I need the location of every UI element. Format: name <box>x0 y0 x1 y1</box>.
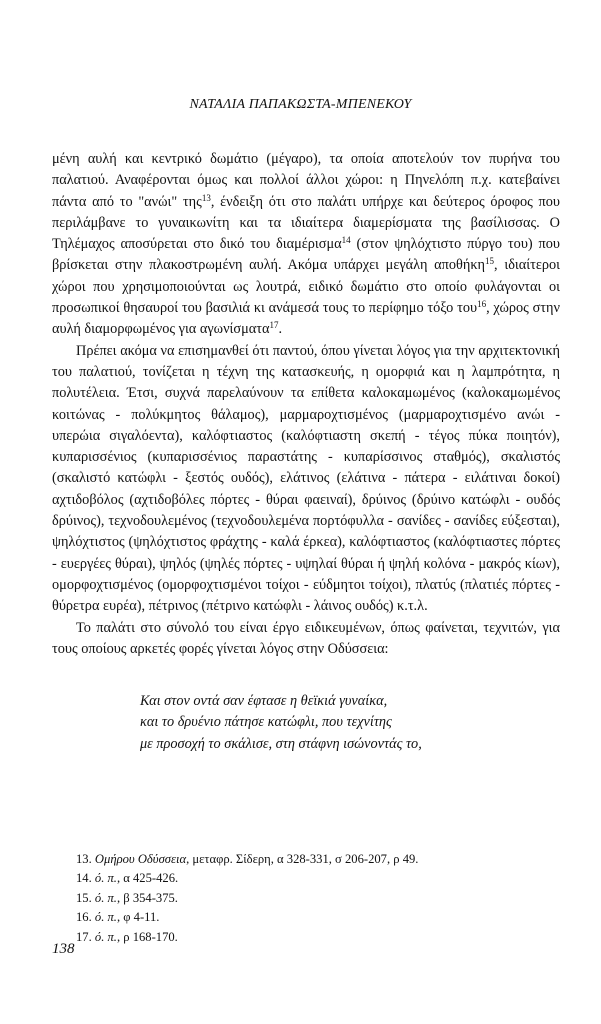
poem-line: με προσοχή το σκάλισε, στη στάφνη ισώνοντάς το, <box>140 735 422 752</box>
text-run: , ένδειξη ότι στο παλάτι υπήρχε και δεύτερος όροφος που περιλάμβανε το γυναικωνίτη και τα ιδιαίτερα διαμερίσματα της βασίλισσας. Ο Τηλέμαχος αποσύρεται στο δικό του διαμέρισμα <box>52 193 560 253</box>
footnote <box>76 889 556 908</box>
text-run: (στον ψηλόχτιστο πύργο του) που βρίσκεται στην πλακοστρωμένη αυλή. Ακόμα υπάρχει μεγάλη αποθήκη <box>52 236 560 274</box>
footnote-marker: 15 <box>485 256 495 267</box>
text-run: , ιδιαίτεροι χώροι που χρησιμοποιούνται ως λουτρά, ειδικό δωμάτιο στο οποίο φυλάγονται οι προσωπικοί θησαυροί του βασιλιά κι ανάμεσά τους το περίφημο τόξο του <box>52 257 560 317</box>
footnote-source: ό. π. <box>94 871 117 886</box>
footnote-reference: , β 354-375. <box>116 890 178 905</box>
poem-line: και το δρυένιο πάτησε κατώφλι, που τεχνίτης <box>140 714 392 731</box>
footnote <box>76 908 556 927</box>
footnote-source: ό. π. <box>94 890 117 905</box>
paragraph <box>52 149 560 341</box>
main-text <box>52 149 560 660</box>
footnote <box>76 869 556 888</box>
footnote-reference: , μεταφρ. Σίδερη, α 328-331, σ 206-207, ρ 49. <box>186 852 419 866</box>
footnote-number: 13. <box>76 852 92 866</box>
footnote-number: 16. <box>76 910 92 925</box>
footnote-source: Ομήρου Οδύσσεια <box>94 852 187 866</box>
footnote-source: ό. π. <box>94 910 117 925</box>
footnote-marker: 13 <box>201 192 211 203</box>
footnote-marker: 14 <box>341 235 351 246</box>
page-number: 138 <box>52 941 75 957</box>
footnote <box>76 928 556 947</box>
text-run: Το παλάτι στο σύνολό του είναι έργο ειδικευμένων, όπως φαίνεται, τεχνιτών, για τους οποίους αρκετές φορές γίνεται λόγος στην Οδύσσεια: <box>52 619 560 657</box>
footnote <box>76 850 556 869</box>
footnote-source: ό. π. <box>94 929 117 944</box>
footnote-number: 17. <box>76 929 92 944</box>
footnote-number: 14. <box>76 871 92 886</box>
text-run: Πρέπει ακόμα να επισημανθεί ότι παντού, όπου γίνεται λόγος για την αρχιτεκτονική του παλατιού, τονίζεται η τέχνη της κατασκευής, η ομορφιά και η λαμπρότητα, η πολυτέλεια. Έτσι, συχνά παρελαύνουν τα επίθετα καλοκαμωμένος (καλοκαμωμένος κοιτώνας - πολύκμητος θάλαμος), μαρμαροχτισμένος (μαρμαροχτισμένο ανώι - υπερώια σιγαλόεντα), καλόφτιαστος (καλόφτιαστη σκεπή - τέγος πύκα ποιητόν), κυπαρισσένιος (κυπαρισσένιος παραστάτης - κυπαρίσσινος σταθμός), σκαλιστός (σκαλιστό κατώφλι - ξεστός ουδός), ελάτινος (ελάτινα - πάτερα - ειλάτιναι δοκοί) αχτιδοβόλος (αχτιδοβόλες πόρτες - θύραι φαειναί), δρύινος (δρύινο κατώφλι - ουδός δρύινος), τεχνοδουλεμένος (τεχνοδουλεμένα πορτόφυλλα - σανίδες - σανίδες εύξεσται), ψηλόχτιστος (ψηλόχτιστος φράχτης - καλά έρκεα), καλόφτιαστος (καλόφτιαστες πόρτες - ευεργέες θύραι), ψηλός (ψηλές πόρτες - υψηλαί θύραι ή ψηλή κολόνα - μακρός κίων), ομορφοχτισμένος (ομορφοχτισμένοι τοίχοι - εύδμητοι τοίχοι), πλατύς (πλατιές πόρτες - θύρετρα ευρέα), πέτρινος (πέτρινο κατώφλι - λάινος ουδός) κ.τ.λ. <box>52 342 560 615</box>
paragraph <box>52 341 560 618</box>
footnote-reference: , φ 4-11. <box>116 910 160 925</box>
running-header: ΝΑΤΑΛΙΑ ΠΑΠΑΚΩΣΤΑ-ΜΠΕΝΕΚΟΥ <box>189 97 412 112</box>
footnote-number: 15. <box>76 890 92 905</box>
text-run: μένη αυλή και κεντρικό δωμάτιο (μέγαρο), τα οποία αποτελούν τον πυρήνα του παλατιού. Αναφέρονται όμως και πολλοί άλλοι χώροι: η Πηνελόπη π.χ. κατεβαίνει πάντα από το "ανώι" της <box>52 151 560 210</box>
footnote-reference: , ρ 168-170. <box>116 929 178 944</box>
text-run: . <box>278 321 283 338</box>
poem-quotation <box>140 691 560 755</box>
footnote-reference: , α 425-426. <box>116 871 179 886</box>
text-run: , χώρος στην αυλή διαμορφωμένος για αγωνίσματα <box>52 300 560 338</box>
footnote-marker: 17 <box>269 320 279 331</box>
footnote-marker: 16 <box>477 299 487 310</box>
paragraph <box>52 618 560 661</box>
footnotes <box>76 850 556 947</box>
poem-line: Και στον οντά σαν έφτασε η θεϊκιά γυναίκα, <box>140 693 388 709</box>
